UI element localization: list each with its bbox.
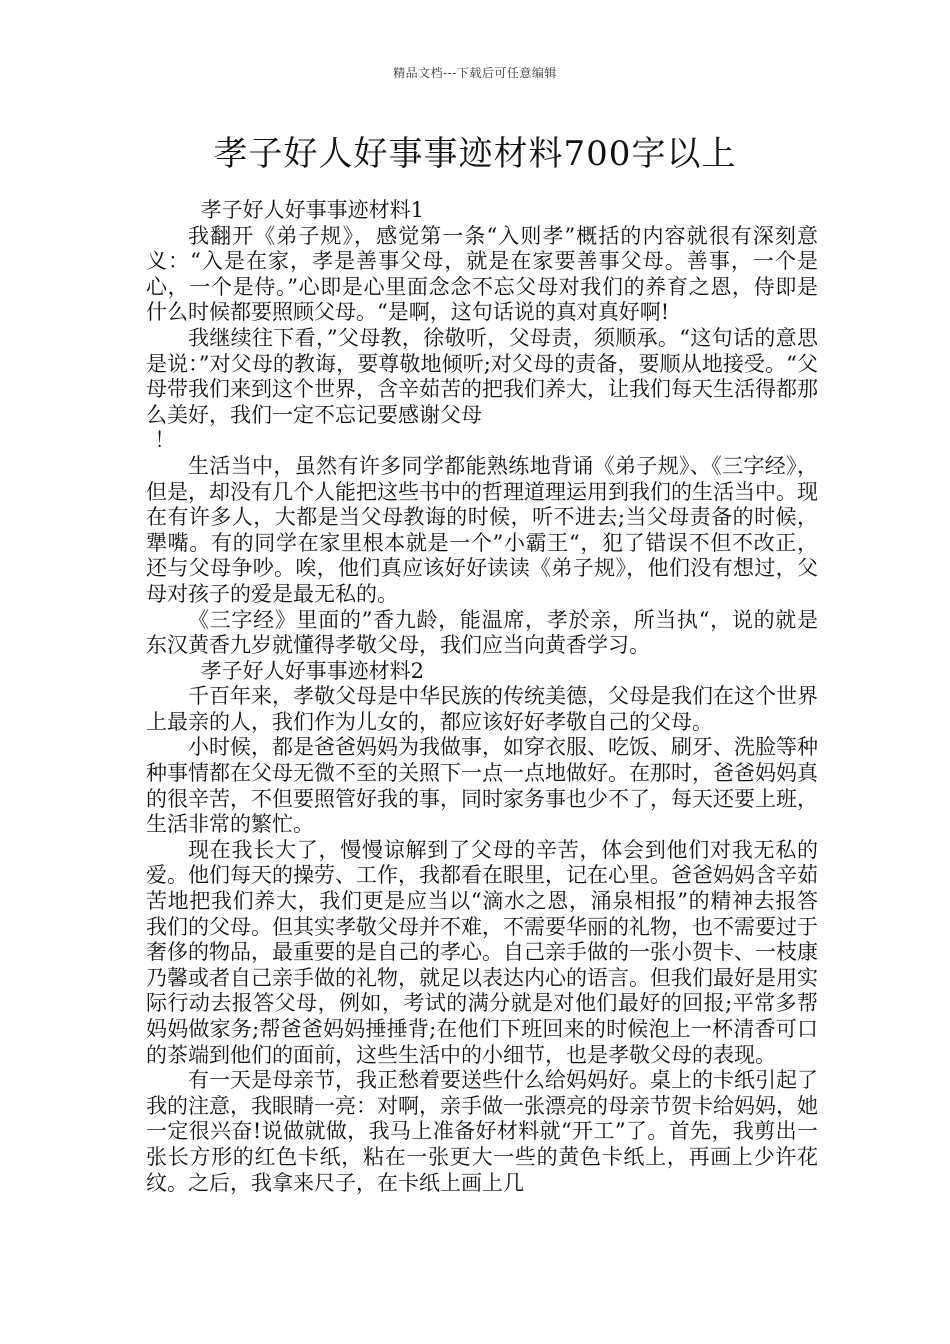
paragraph: 千百年来，孝敬父母是中华民族的传统美德，父母是我们在这个世界上最亲的人，我们作为儿女的，都应该好好孝敬自己的父母。 bbox=[146, 684, 818, 734]
paragraph: 小时候，都是爸爸妈妈为我做事，如穿衣服、吃饭、刷牙、洗脸等种种事情都在父母无微不至的关照下一点一点地做好。在那时，爸爸妈妈真的很辛苦，不但要照管好我的事，同时家务事也少不了，每天还要上班，生活非常的繁忙。 bbox=[146, 735, 818, 837]
section-heading: 孝子好人好事事迹材料1 bbox=[200, 198, 424, 222]
paragraph: 我继续往下看，”父母教，徐敬听，父母责，须顺承。“这句话的意思是说：”对父母的教诲，要尊敬地倾听;对父母的责备，要顺从地接受。“父母带我们来到这个世界，含辛茹苦的把我们养大，让我们每天生活得都那么美好，我们一定不忘记要感谢父母 bbox=[146, 325, 818, 427]
paragraph: 我翻开《弟子规》，感觉第一条“入则孝”概括的内容就很有深刻意义：“入是在家，孝是善事父母，就是在家要善事父母。善事，一个是心，一个是侍。”心即是心里面念念不忘父母对我们的养育之恩，侍即是什么时候都要照顾父母。“是啊，这句话说的真对真好啊! bbox=[146, 223, 818, 325]
document-title: 孝子好人好事事迹材料700字以上 bbox=[213, 134, 737, 174]
paragraph: 现在我长大了，慢慢谅解到了父母的辛苦，体会到他们对我无私的爱。他们每天的操劳、工作，我都看在眼里，记在心里。爸爸妈妈含辛茹苦地把我们养大，我们更是应当以“滴水之恩，涌泉相报”的精神去报答我们的父母。但其实孝敬父母并不难，不需要华丽的礼物，也不需要过于奢侈的物品，最重要的是自己的孝心。自己亲手做的一张小贺卡、一枝康乃馨或者自己亲手做的礼物，就足以表达内心的语言。但我们最好是用实际行动去报答父母，例如，考试的满分就是对他们最好的回报;平常多帮妈妈做家务;帮爸爸妈妈捶捶背;在他们下班回来的时候泡上一杯清香可口的茶端到他们的面前，这些生活中的小细节，也是孝敬父母的表现。 bbox=[146, 837, 818, 1067]
paragraph: 有一天是母亲节，我正愁着要送些什么给妈妈好。桌上的卡纸引起了我的注意，我眼睛一亮：对啊，亲手做一张漂亮的母亲节贺卡给妈妈，她一定很兴奋!说做就做，我马上准备好材料就“开工”了。首先，我剪出一张长方形的红色卡纸，粘在一张更大一些的黄色卡纸上，再画上少许花纹。之后，我拿来尺子，在卡纸上画上几 bbox=[146, 1068, 818, 1195]
paragraph: ！ bbox=[154, 428, 176, 453]
page-header: 精品文档---下载后可任意编辑 bbox=[393, 66, 557, 80]
paragraph: 《三字经》里面的”香九龄，能温席，孝於亲，所当执“，说的就是东汉黄香九岁就懂得孝敬父母，我们应当向黄香学习。 bbox=[146, 607, 818, 658]
section-heading: 孝子好人好事事迹材料2 bbox=[200, 658, 424, 683]
paragraph: 生活当中，虽然有许多同学都能熟练地背诵《弟子规》、《三字经》，但是，却没有几个人能把这些书中的哲理道理运用到我们的生活当中。现在有许多人，大都是当父母教诲的时候，听不进去;当父母责备的时候，犟嘴。有的同学在家里根本就是一个”小霸王“，犯了错误不但不改正，还与父母争吵。唉，他们真应该好好读读《弟子规》，他们没有想过，父母对孩子的爱是最无私的。 bbox=[146, 453, 818, 606]
document-body bbox=[146, 198, 818, 1196]
